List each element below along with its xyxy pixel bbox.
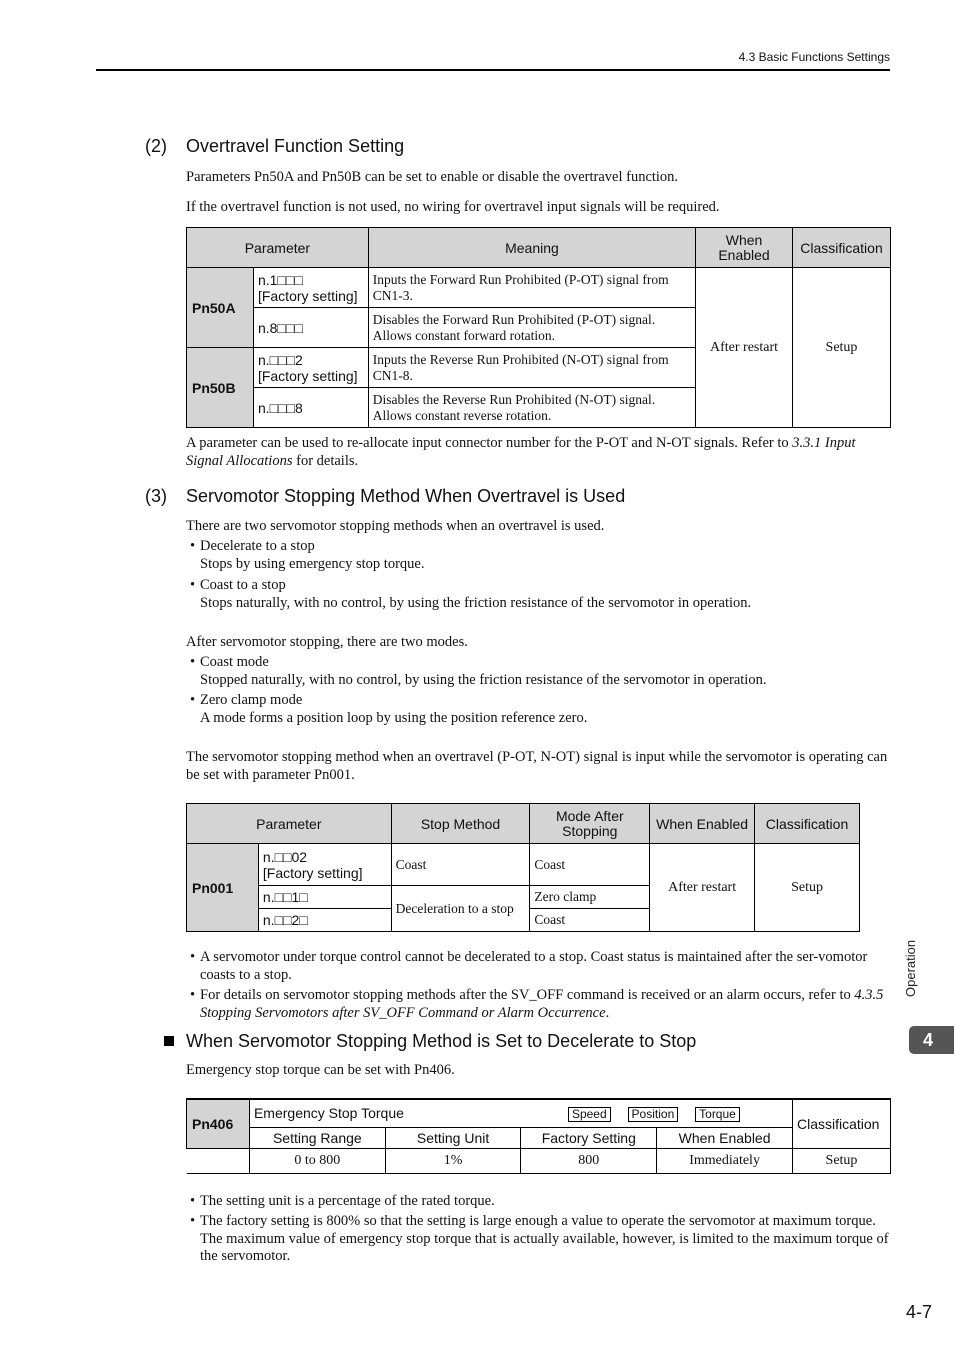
value-setting-unit: 1%: [385, 1148, 521, 1173]
pn50b-meaning-2: Disables the Reverse Run Prohibited (N-OT) signal. Allows constant reverse rotation.: [368, 388, 695, 428]
header-setting-range: Setting Range: [249, 1127, 385, 1148]
sec2-note: [186, 434, 891, 470]
pn406-table: [186, 1098, 891, 1174]
sec3-note-1-text: A servomotor under torque control cannot be decelerated to a stop. Coast status is maintained after the ser-vomotor coasts to a stop.: [200, 949, 868, 983]
pn001-value-1: n.□□02 [Factory setting]: [258, 844, 391, 886]
pn50a-value-2: n.8□□□: [253, 308, 368, 348]
pn001-mode-2: Zero clamp: [530, 886, 650, 909]
method-2-desc: Stops naturally, with no control, by using the friction resistance of the servomotor in operation.: [200, 594, 752, 611]
pn001-classification: Setup: [755, 844, 860, 932]
value-setting-range: 0 to 800: [249, 1148, 385, 1173]
page-number: 4-7: [905, 1302, 932, 1322]
section-2-title: Overtravel Function Setting: [186, 136, 405, 156]
method-2-title: Coast to a stop: [200, 577, 286, 593]
header-setting-unit: Setting Unit: [385, 1127, 521, 1148]
col-header-meaning: Meaning: [368, 228, 695, 268]
mode-2-title: Zero clamp mode: [200, 692, 303, 708]
mode-item-2: • Zero clamp mode A mode forms a position loop by using the position reference zero.: [190, 692, 890, 727]
value-when-enabled: Immediately: [657, 1148, 793, 1173]
sec3-note-2-reference: 4.3.5 Stopping Servomotors after SV_OFF Command or Alarm Occurrence: [200, 987, 884, 1021]
subsection-title: When Servomotor Stopping Method is Set to Decelerate to Stop: [186, 1031, 697, 1051]
sec2-note-text: A parameter can be used to re-allocate input connector number for the P-OT and N-OT signals. Refer to: [186, 435, 793, 451]
pn50b-meaning-1: Inputs the Reverse Run Prohibited (N-OT) signal from CN1-8.: [368, 348, 695, 388]
pn50a-meaning-2: Disables the Forward Run Prohibited (P-OT) signal. Allows constant forward rotation.: [368, 308, 695, 348]
col-header-mode-after-stopping: Mode After Stopping: [530, 804, 650, 844]
speed-mode-badge: Speed: [568, 1107, 611, 1122]
header-rule: [96, 69, 890, 71]
value-factory-setting: 800: [521, 1148, 657, 1173]
sec3-note-2-body: For details on servomotor stopping methods after the SV_OFF command is received or an alarm occurs, refer to: [200, 987, 855, 1003]
pn001-stop-1: Coast: [391, 844, 530, 886]
sec3-note-2-end: .: [605, 1004, 610, 1021]
sec3-intro: There are two servomotor stopping methods when an overtravel is used.: [186, 518, 605, 534]
position-mode-badge: Position: [628, 1107, 679, 1122]
sub-note-1: • The setting unit is a percentage of the rated torque.: [190, 1193, 890, 1211]
classification-value: Setup: [792, 268, 890, 428]
pn001-stop-2: Deceleration to a stop: [391, 886, 530, 932]
pn001-mode-3: Coast: [530, 909, 650, 932]
method-item-1: • Decelerate to a stop Stops by using emergency stop torque.: [190, 538, 890, 573]
param-pn50b: Pn50B: [187, 348, 254, 428]
sub-note-2-text: The factory setting is 800% so that the setting is large enough a value to operate the servomotor at maximum torque. The maximum value of emergency stop torque that is actually available, however, is limited to the maximum torque of the servomotor.: [200, 1213, 889, 1264]
col-header-stop-method: Stop Method: [391, 804, 530, 844]
pn001-mode-1: Coast: [530, 844, 650, 886]
stopping-method-table: [186, 803, 860, 932]
sec2-paragraph-1: Parameters Pn50A and Pn50B can be set to enable or disable the overtravel function.: [186, 169, 679, 185]
mode-badges: [564, 1105, 740, 1122]
chapter-tab: [909, 1026, 954, 1054]
mode-1-title: Coast mode: [200, 654, 269, 670]
sec3-note-2: • For details on servomotor stopping methods after the SV_OFF command is received or an alarm occurs, refer to 4.3.5 Stopping Servomotors after SV_OFF Command or Alarm Occurrence.: [190, 987, 890, 1022]
sec2-note-end: for details.: [292, 453, 359, 469]
mode-2-desc: A mode forms a position loop by using the position reference zero.: [200, 709, 588, 726]
col-header-parameter-2: Parameter: [187, 804, 392, 844]
sec3-note-1: • A servomotor under torque control cannot be decelerated to a stop. Coast status is maintained after the ser-vomotor coasts to a stop.: [190, 949, 890, 984]
side-section-label: Operation: [903, 939, 918, 997]
sec2-paragraph-2: If the overtravel function is not used, no wiring for overtravel input signals will be required.: [186, 199, 720, 215]
section-3-title: Servomotor Stopping Method When Overtravel is Used: [186, 486, 626, 506]
mode-1-desc: Stopped naturally, with no control, by using the friction resistance of the servomotor in operation.: [200, 671, 767, 688]
col-header-classification: Classification: [792, 228, 890, 268]
running-header: 4.3 Basic Functions Settings: [738, 50, 890, 64]
section-2-heading: [145, 136, 845, 158]
sec3-paragraph: The servomotor stopping method when an overtravel (P-OT, N-OT) signal is input while the servomotor is operating can be set with parameter Pn001.: [186, 749, 888, 783]
header-factory-setting: Factory Setting: [521, 1127, 657, 1148]
col-header-when-enabled: When Enabled: [696, 228, 793, 268]
section-3-number: (3): [145, 486, 167, 506]
sub-note-2: • The factory setting is 800% so that the setting is large enough a value to operate the servomotor at maximum torque. The maximum value of emergency stop torque that is actually available, however, is limited to the maximum torque of the servomotor.: [190, 1213, 889, 1264]
pn406-name-cell: [249, 1099, 792, 1127]
sec3-note-2-text: [200, 987, 890, 1022]
square-bullet-icon: [164, 1036, 174, 1046]
subsection-heading: [164, 1031, 884, 1053]
method-item-2: • Coast to a stop Stops naturally, with no control, by using the friction resistance of the servomotor in operation.: [190, 577, 890, 612]
subsection-intro: Emergency stop torque can be set with Pn406.: [186, 1062, 455, 1078]
col-header-parameter: Parameter: [187, 228, 369, 268]
pn50a-meaning-1: Inputs the Forward Run Prohibited (P-OT) signal from CN1-3.: [368, 268, 695, 308]
section-2-number: (2): [145, 136, 167, 156]
section-3-heading: [145, 486, 845, 508]
overtravel-parameter-table: [186, 227, 891, 428]
pn001-value-2: n.□□1□: [258, 886, 391, 909]
col-header-when-enabled-2: When Enabled: [650, 804, 755, 844]
param-pn406: Pn406: [187, 1099, 250, 1148]
pn001-when-enabled: After restart: [650, 844, 755, 932]
pn406-name: Emergency Stop Torque: [253, 1105, 404, 1122]
pn406-classification-label: Classification: [792, 1099, 890, 1148]
sub-note-1-text: The setting unit is a percentage of the rated torque.: [200, 1193, 495, 1209]
param-pn001: Pn001: [187, 844, 259, 932]
col-header-classification-2: Classification: [755, 804, 860, 844]
sec2-note-reference: 3.3.1 Input Signal Allocations: [186, 435, 856, 469]
mode-item-1: • Coast mode Stopped naturally, with no control, by using the friction resistance of the servomotor in operation.: [190, 654, 890, 689]
when-enabled-value: After restart: [696, 268, 793, 428]
pn50b-value-1: n.□□□2 [Factory setting]: [253, 348, 368, 388]
param-pn50a: Pn50A: [187, 268, 254, 348]
torque-mode-badge: Torque: [695, 1107, 740, 1122]
chapter-number: 4: [923, 1030, 934, 1050]
pn50b-value-2: n.□□□8: [253, 388, 368, 428]
method-1-desc: Stops by using emergency stop torque.: [200, 555, 425, 572]
pn50a-value-1: n.1□□□ [Factory setting]: [253, 268, 368, 308]
pn406-spacer: [187, 1148, 250, 1173]
method-1-title: Decelerate to a stop: [200, 538, 315, 554]
value-classification: Setup: [792, 1148, 890, 1173]
modes-intro: After servomotor stopping, there are two modes.: [186, 634, 468, 650]
header-when-enabled-3: When Enabled: [657, 1127, 793, 1148]
pn001-value-3: n.□□2□: [258, 909, 391, 932]
